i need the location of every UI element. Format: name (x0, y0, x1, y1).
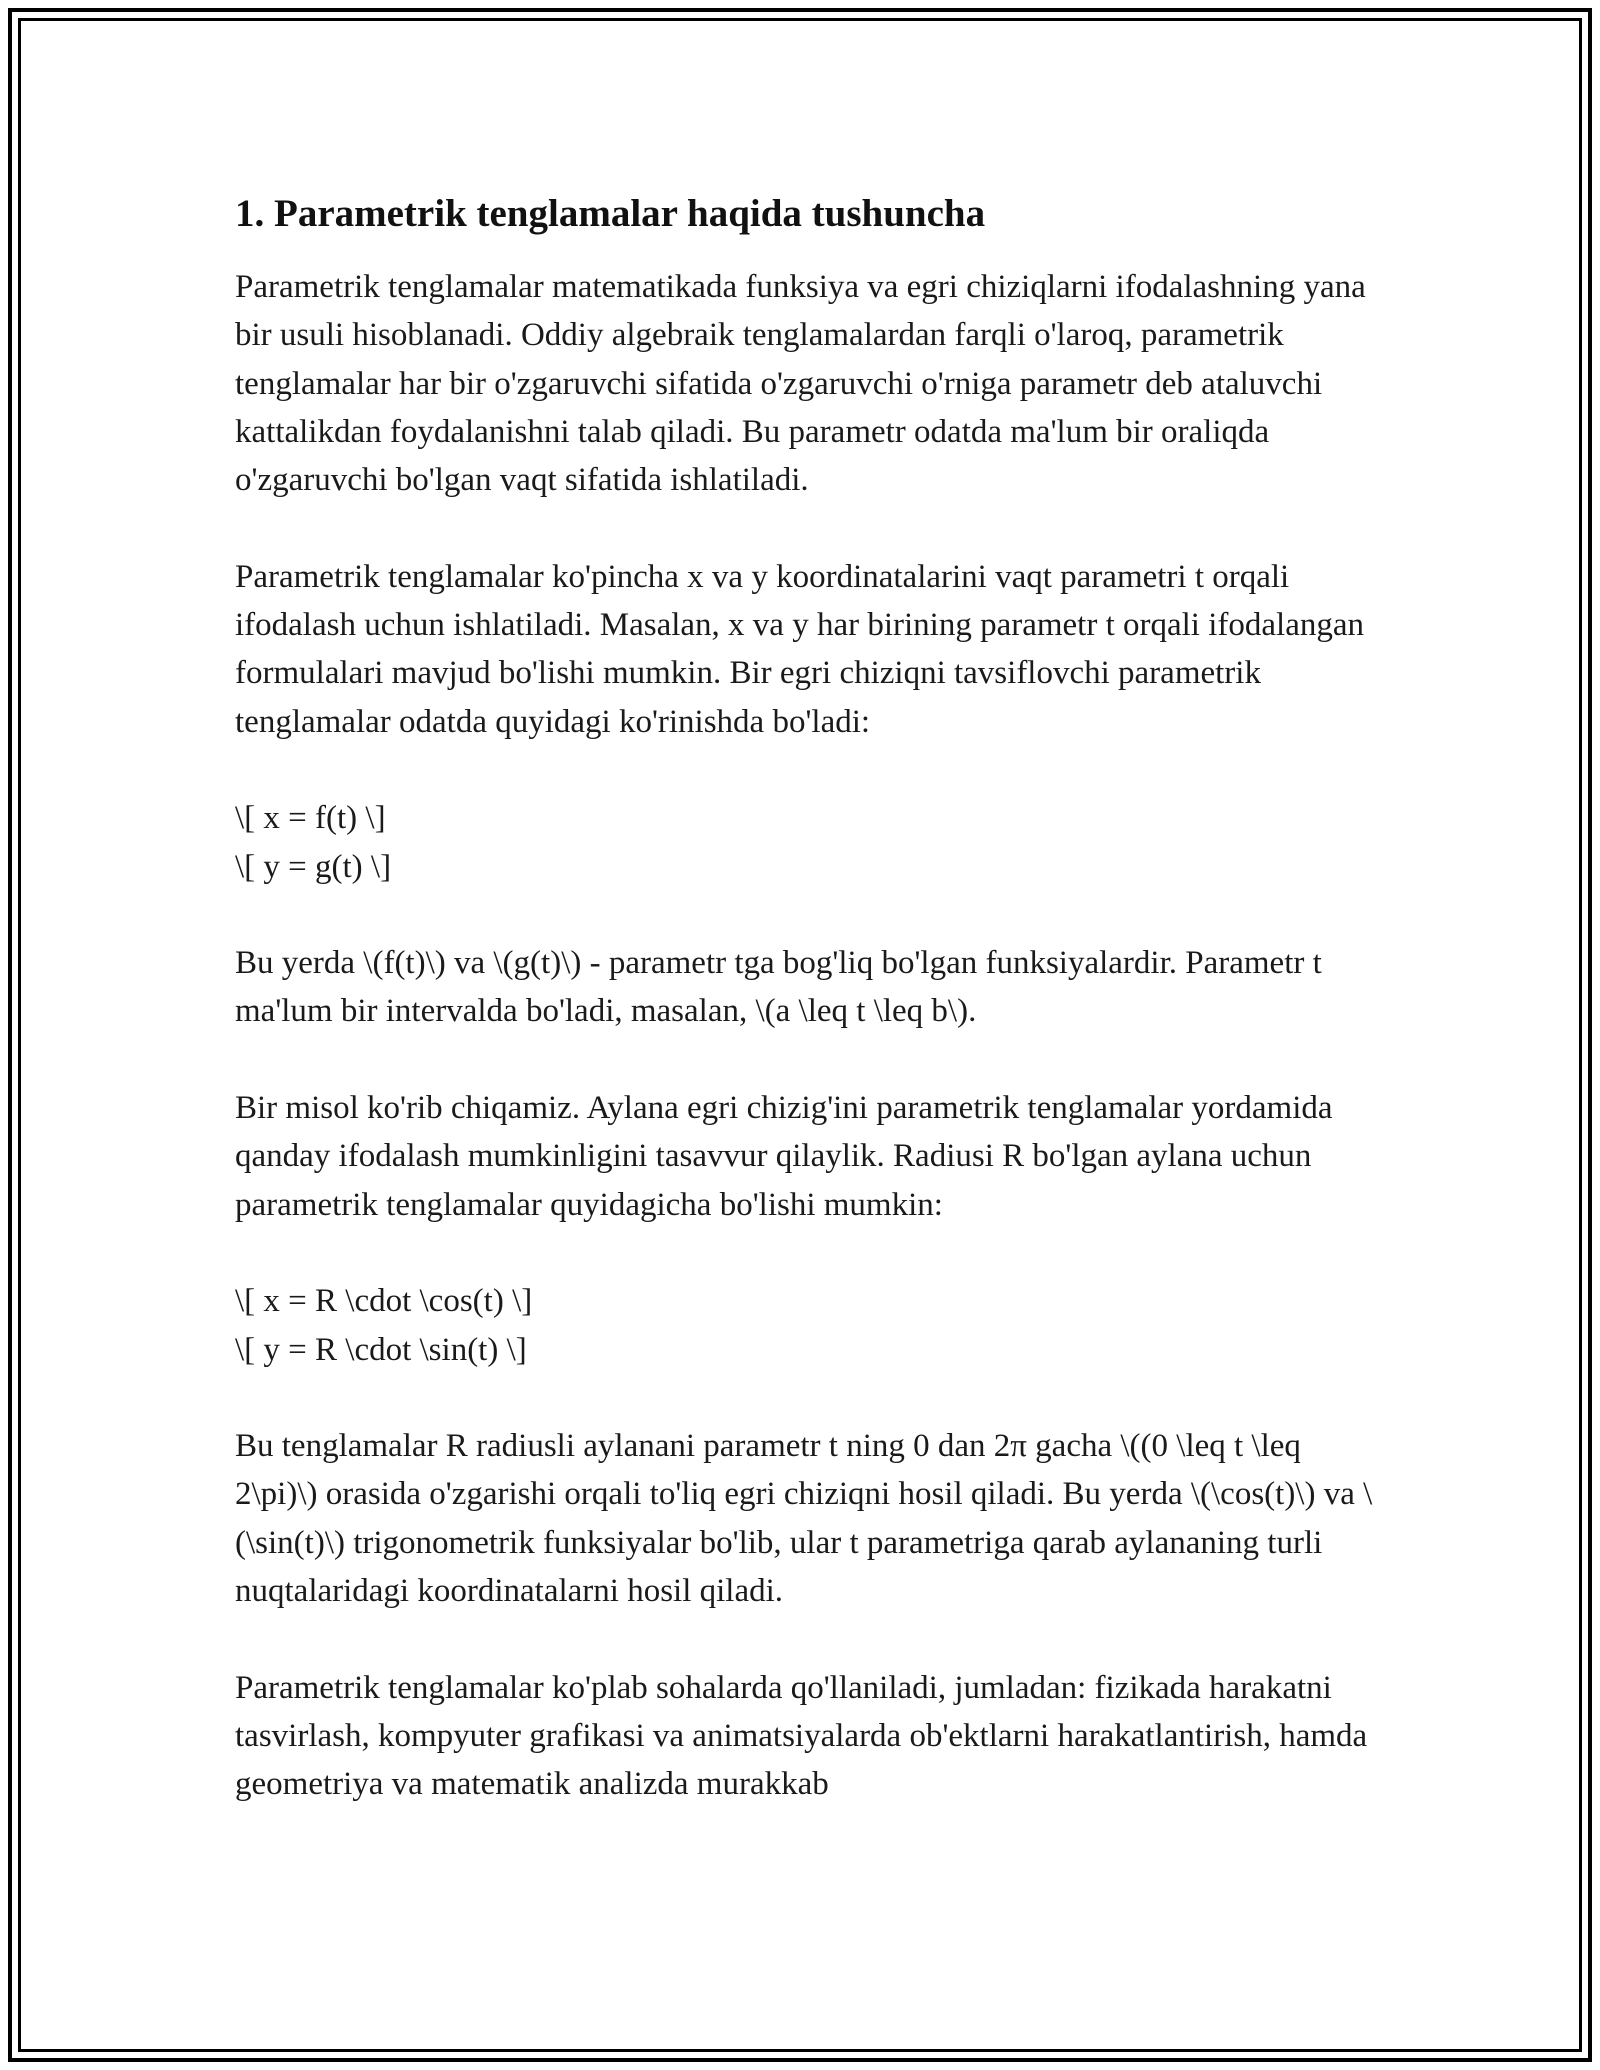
paragraph-circle-explanation: Bu tenglamalar R radiusli aylanani parametr t ning 0 dan 2π gacha \((0 \leq t \leq 2\pi)\) orasida o'zgarishi orqali to'liq egri chiziqni hosil qiladi. Bu yerda \(\cos(t)\) va \(\sin(t)\) trigonometrik funksiyalar bo'lib, ular t parametriga qarab aylananing turli nuqtalaridagi koordinatalarni hosil qiladi. (235, 1428, 1373, 1610)
section-heading: 1. Parametrik tenglamalar haqida tushuncha (235, 192, 986, 235)
paragraph-circle-example: Bir misol ko'rib chiqamiz. Aylana egri chizig'ini parametrik tenglamalar yordamida qanday ifodalash mumkinligini tasavvur qilaylik. Radiusi R bo'lgan aylana uchun parametrik tenglamalar quyidagicha bo'lishi mumkin: (235, 1090, 1333, 1223)
formula-y-circle: \[ y = R \cdot \sin(t) \] (235, 1331, 527, 1368)
paragraph-coordinates: Parametrik tenglamalar ko'pincha x va y koordinatalarini vaqt parametri t orqali ifodalash uchun ishlatiladi. Masalan, x va y har birining parametr t orqali ifodalangan formulalari mavjud bo'lishi mumkin. Bir egri chiziqni tavsiflovchi parametrik tenglamalar odatda quyidagi ko'rinishda bo'ladi: (235, 558, 1364, 740)
paragraph-functions-explanation: Bu yerda \(f(t)\) va \(g(t)\) - parametr tga bog'liq bo'lgan funksiyalardir. Parametr t ma'lum bir intervalda bo'ladi, masalan, \(a \leq t \leq b\). (235, 945, 1322, 1030)
paragraph-intro: Parametrik tenglamalar matematikada funksiya va egri chiziqlarni ifodalashning yana bir usuli hisoblanadi. Oddiy algebraik tenglamalardan farqli o'laroq, parametrik tenglamalar har bir o'zgaruvchi sifatida o'zgaruvchi o'rniga parametr deb ataluvchi kattalikdan foydalanishni talab qiladi. Bu parametr odatda ma'lum bir oraliqda o'zgaruvchi bo'lgan vaqt sifatida ishlatiladi. (235, 269, 1366, 499)
formula-x-circle: \[ x = R \cdot \cos(t) \] (235, 1283, 533, 1320)
formula-y-general: \[ y = g(t) \] (235, 848, 392, 885)
document-body (235, 185, 1385, 1809)
paragraph-applications: Parametrik tenglamalar ko'plab sohalarda qo'llaniladi, jumladan: fizikada harakatni tasvirlash, kompyuter grafikasi va animatsiyalarda ob'ektlarni harakatlantirish, hamda geometriya va matematik analizda murakkab (235, 1669, 1368, 1803)
formula-x-general: \[ x = f(t) \] (235, 800, 386, 837)
formula-block-general (235, 794, 1385, 891)
formula-block-circle (235, 1277, 1385, 1374)
